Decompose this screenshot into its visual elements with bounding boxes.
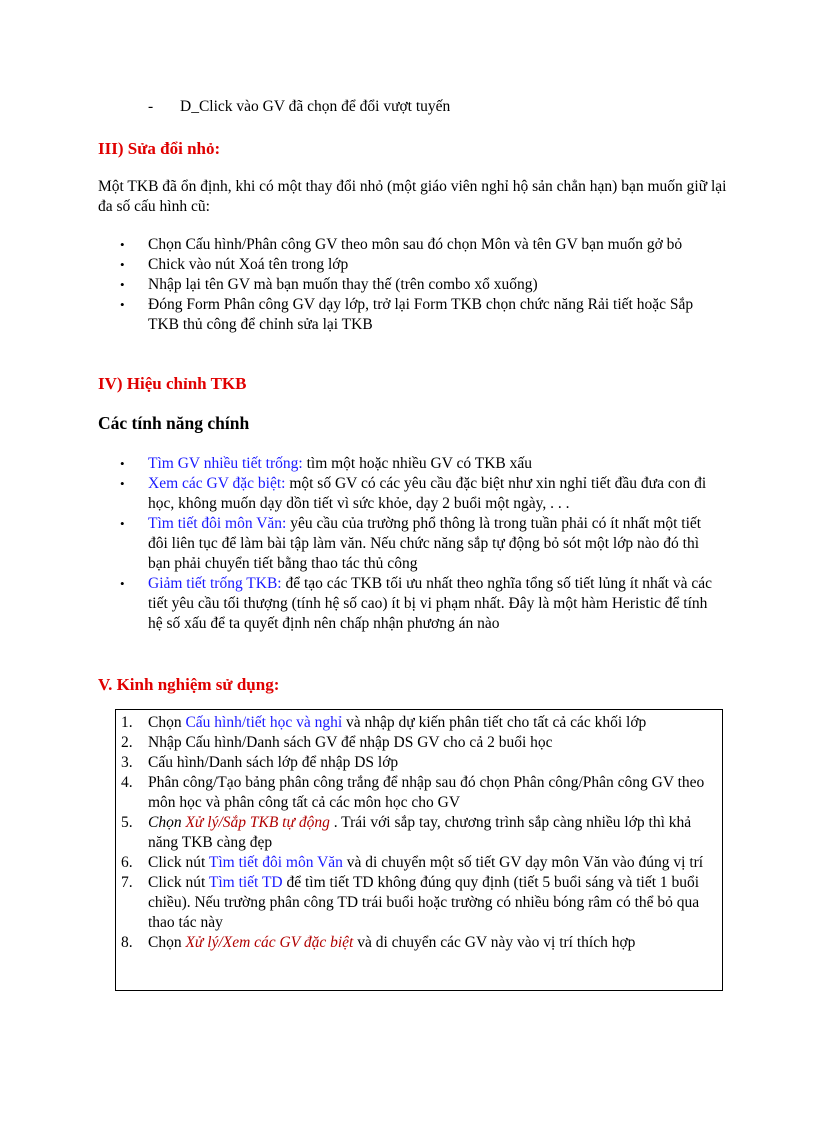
feature-title: Tìm tiết đôi môn Văn: bbox=[148, 515, 287, 532]
feature-title: Giảm tiết trống TKB: bbox=[148, 575, 282, 592]
step-item: 8. Chọn Xử lý/Xem các GV đặc biệt và di chuyển các GV này vào vị trí thích hợp bbox=[121, 934, 636, 951]
step-number: 6. bbox=[121, 854, 133, 871]
feature-item bbox=[120, 474, 720, 514]
button-name-link: Tìm tiết TD bbox=[208, 874, 283, 891]
step-item: 3. Cấu hình/Danh sách lớp để nhập DS lớp bbox=[121, 754, 399, 771]
menu-path-link: Xử lý/Xem các GV đặc biệt bbox=[185, 934, 354, 951]
step-item: 7. Click nút Tìm tiết TD để tìm tiết TD không đúng quy định (tiết 5 buổi sáng và tiết 1 buổi chiều). Nếu trường phân công TD trái buổi hoặc trường có nhiều bóng râm có thể bỏ qua thao tác này bbox=[121, 874, 700, 931]
intro-list-item bbox=[148, 97, 450, 117]
steps-list bbox=[121, 713, 711, 953]
step-item: 6. Click nút Tìm tiết đôi môn Văn và di chuyển một số tiết GV dạy môn Văn vào đúng vị trí bbox=[121, 854, 704, 871]
feature-title: Tìm GV nhiều tiết trống: bbox=[148, 455, 303, 472]
step-number: 4. bbox=[121, 774, 133, 791]
step-number: 7. bbox=[121, 874, 133, 891]
feature-desc: để tạo các TKB tối ưu nhất theo nghĩa tổng số tiết lủng ít nhất và các tiết yêu cầu tối thượng (tính hệ số cao) ít bị vi phạm nhất. Đây là một hàm Heristic để tính hệ số xấu để ta quyết định nên chấp nhận phương án nào bbox=[148, 575, 712, 632]
step-item: 1. Chọn Cấu hình/tiết học và nghỉ và nhập dự kiến phân tiết cho tất cả các khối lớp bbox=[121, 714, 647, 731]
list-item: • Đóng Form Phân công GV dạy lớp, trở lại Form TKB chọn chức năng Rải tiết hoặc Sắp TKB thủ công để chỉnh sửa lại TKB bbox=[120, 295, 720, 335]
step-number: 8. bbox=[121, 934, 133, 951]
section5-heading: V. Kinh nghiệm sử dụng: bbox=[98, 675, 280, 694]
button-name-link: Tìm tiết đôi môn Văn bbox=[208, 854, 343, 871]
section3-paragraph: Một TKB đã ổn định, khi có một thay đổi nhỏ (một giáo viên nghỉ hộ sản chẳn hạn) bạn muốn giữ lại đa số cấu hình cũ: bbox=[98, 178, 727, 215]
section4-heading: IV) Hiệu chỉnh TKB bbox=[98, 374, 247, 393]
step-number: 1. bbox=[121, 714, 133, 731]
section4-subheading: Các tính năng chính bbox=[98, 413, 250, 433]
feature-item bbox=[120, 574, 720, 634]
step-number: 3. bbox=[121, 754, 133, 771]
step-item: 5. Chọn Xử lý/Sắp TKB tự động . Trái với sắp tay, chương trình sắp càng nhiều lớp thì khả năng TKB càng đẹp bbox=[121, 814, 692, 851]
step-item: 4. Phân công/Tạo bảng phân công trắng để nhập sau đó chọn Phân công/Phân công GV theo môn học và phân công tất cả các môn học cho GV bbox=[121, 774, 705, 811]
dash-marker: - bbox=[148, 98, 154, 115]
feature-item bbox=[120, 514, 720, 574]
features-list bbox=[120, 454, 720, 634]
list-item: • Nhập lại tên GV mà bạn muốn thay thế (trên combo xổ xuống) bbox=[120, 275, 720, 295]
feature-desc: tìm một hoặc nhiều GV có TKB xấu bbox=[302, 455, 533, 472]
step-number: 2. bbox=[121, 734, 133, 751]
section3-bullet-list bbox=[120, 235, 720, 335]
intro-text: D_Click vào GV đã chọn để đổi vượt tuyến bbox=[180, 98, 451, 115]
menu-path-link: Xử lý/Sắp TKB tự động bbox=[185, 814, 330, 831]
list-item: • Chick vào nút Xoá tên trong lớp bbox=[120, 255, 720, 275]
list-item: • Chọn Cấu hình/Phân công GV theo môn sau đó chọn Môn và tên GV bạn muốn gở bỏ bbox=[120, 235, 720, 255]
feature-item bbox=[120, 454, 720, 474]
step-item: 2. Nhập Cấu hình/Danh sách GV để nhập DS GV cho cả 2 buổi học bbox=[121, 734, 553, 751]
step-number: 5. bbox=[121, 814, 133, 831]
feature-desc: một số GV có các yêu cầu đặc biệt như xin nghỉ tiết đầu đưa con đi học, không muốn dạy dồn tiết vì sức khỏe, dạy 2 buổi một ngày, . . . bbox=[148, 475, 707, 512]
section3-heading: III) Sửa đổi nhỏ: bbox=[98, 139, 221, 158]
feature-title: Xem các GV đặc biệt: bbox=[148, 475, 286, 492]
menu-path-link: Cấu hình/tiết học và nghỉ bbox=[185, 714, 343, 731]
feature-desc: yêu cầu của trường phổ thông là trong tuần phải có ít nhất một tiết đôi liên tục để làm bài tập làm văn. Nếu chức năng sắp tự động bỏ sót một lớp nào đó thì bạn phải chuyển tiết bằng thao tác thủ công bbox=[148, 515, 702, 572]
